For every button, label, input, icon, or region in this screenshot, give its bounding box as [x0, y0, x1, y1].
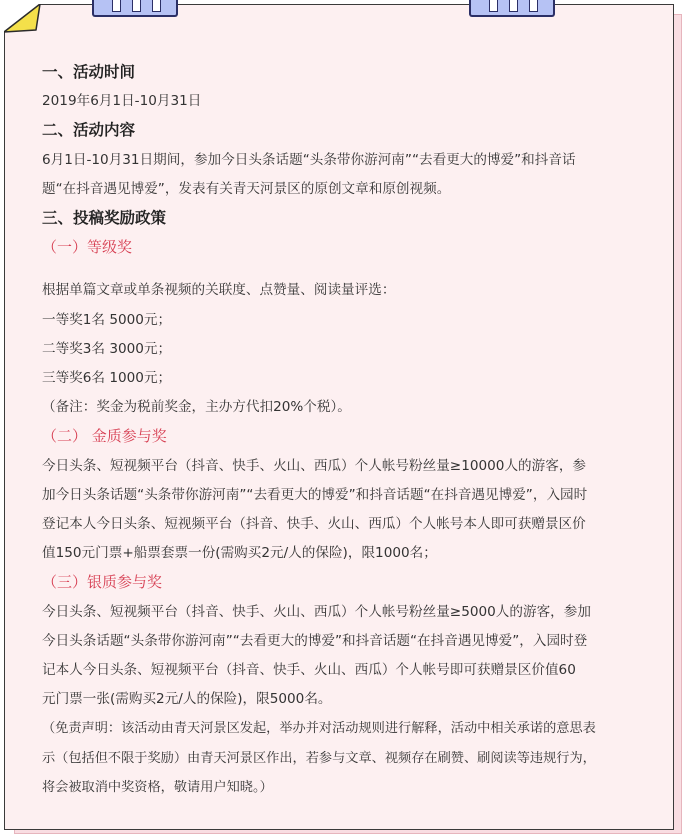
- paragraph-line: 今日头条话题“头条带你游河南”“去看更大的博爱”和抖音话题“在抖音遇见博爱”，入园时登: [42, 632, 588, 649]
- binder-ring-icon: [509, 0, 518, 12]
- paragraph-line: 根据单篇文章或单条视频的关联度、点赞量、阅读量评选：: [42, 282, 396, 299]
- prize-note: （备注：奖金为税前奖金，主办方代扣20%个税）。: [42, 399, 351, 416]
- disclaimer-line: （免责声明：该活动由青天河景区发起，举办并对活动规则进行解释，活动中相关承诺的意思表: [42, 721, 596, 737]
- subheading-gold-award: （二） 金质参与奖: [42, 427, 167, 446]
- paragraph-line: 登记本人今日头条、短视频平台（抖音、快手、火山、西瓜）个人帐号本人即可获赠景区价: [42, 516, 586, 533]
- binder-ring-icon: [489, 0, 498, 12]
- folded-corner-icon: [4, 4, 42, 34]
- paragraph-line: 6月1日-10月31日期间，参加今日头条话题“头条带你游河南”“去看更大的博爱”和抖音话: [42, 151, 576, 168]
- binder-ring-icon: [529, 0, 538, 12]
- paragraph-line: 元门票一张(需购买2元/人的保险)，限5000名。: [42, 691, 332, 708]
- prize-line: 一等奖1名 5000元；: [42, 311, 172, 328]
- binder-ring-icon: [112, 0, 121, 12]
- subheading-silver-award: （三）银质参与奖: [42, 573, 163, 592]
- paragraph-line: 记本人今日头条、短视频平台（抖音、快手、火山、西瓜）个人帐号即可获赠景区价值60: [42, 662, 576, 679]
- paragraph-line: 加今日头条话题“头条带你游河南”“去看更大的博爱”和抖音话题“在抖音遇见博爱”，入园时: [42, 486, 588, 503]
- prize-line: 二等奖3名 3000元；: [42, 340, 172, 357]
- section-heading-content: 二、活动内容: [42, 121, 136, 140]
- paragraph-line: 值150元门票+船票套票一份(需购买2元/人的保险)，限1000名；: [42, 545, 437, 562]
- section-heading-time: 一、活动时间: [42, 63, 136, 81]
- activity-time-text: 2019年6月1日-10月31日: [42, 93, 202, 110]
- document-body: [42, 58, 664, 802]
- subheading-level-award: （一）等级奖: [42, 238, 133, 257]
- binder-clip-right: [469, 0, 555, 17]
- section-heading-policy: 三、投稿奖励政策: [42, 209, 167, 228]
- prize-line: 三等奖6名 1000元；: [42, 370, 172, 387]
- binder-ring-icon: [152, 0, 161, 12]
- paragraph-line: 今日头条、短视频平台（抖音、快手、火山、西瓜）个人帐号粉丝量≥10000人的游客，参: [42, 457, 587, 474]
- paragraph-line: 今日头条、短视频平台（抖音、快手、火山、西瓜）个人帐号粉丝量≥5000人的游客，参加: [42, 603, 591, 620]
- binder-ring-icon: [132, 0, 141, 12]
- disclaimer-line: 示（包括但不限于奖励）由青天河景区作出，若参与文章、视频存在刷赞、刷阅读等违规行为，: [42, 750, 596, 766]
- paragraph-line: 题“在抖音遇见博爱”，发表有关青天河景区的原创文章和原创视频。: [42, 180, 451, 197]
- disclaimer-line: 将会被取消中奖资格，敬请用户知晓。）: [42, 779, 273, 795]
- binder-clip-left: [92, 0, 178, 17]
